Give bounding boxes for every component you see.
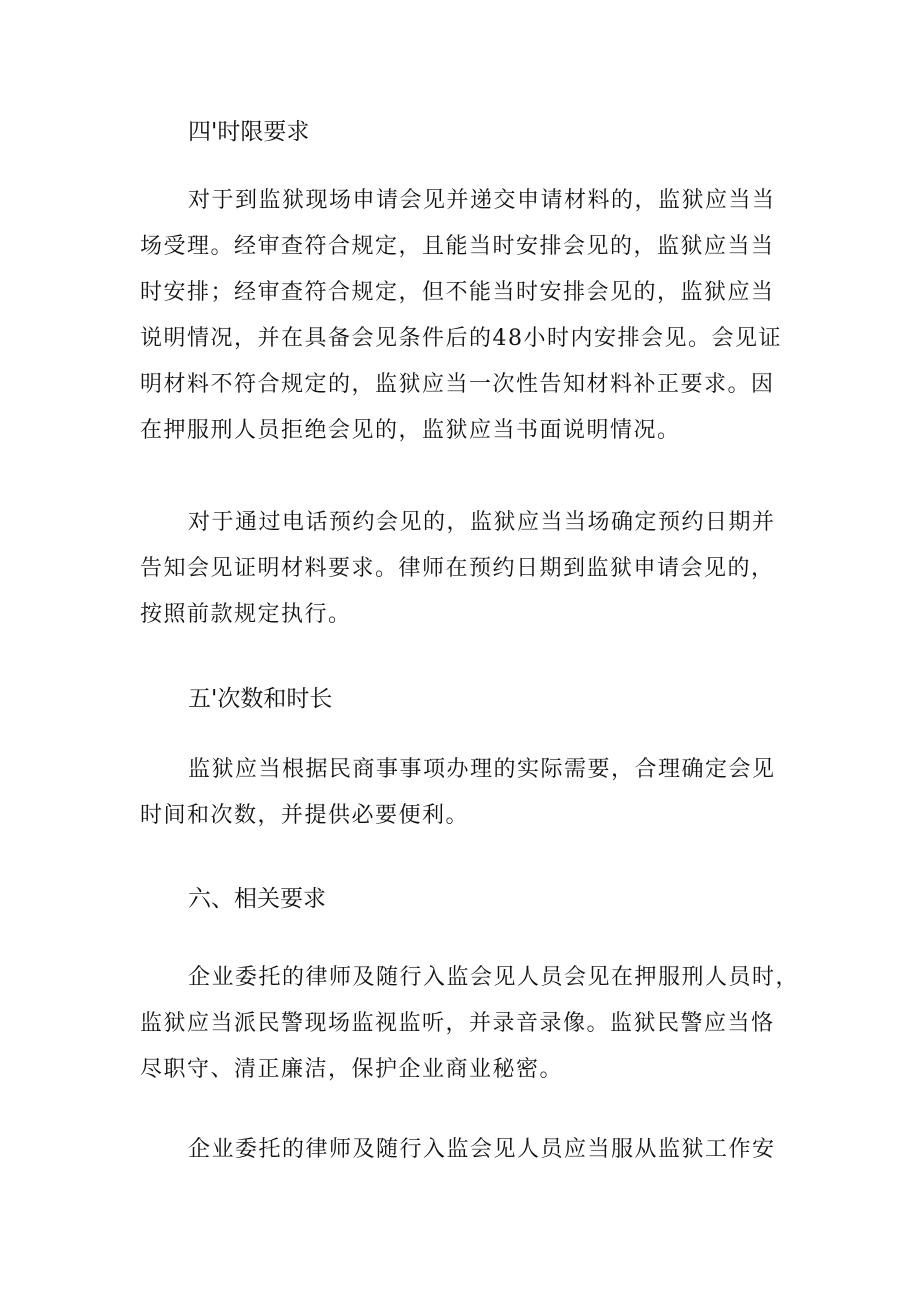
text-line: 时安排；经审查符合规定，但不能当时安排会见的，监狱应当	[140, 280, 775, 305]
paragraph-meeting-frequency	[140, 747, 780, 839]
text-line: 监狱应当派民警现场监视监听，并录音录像。监狱民警应当恪	[140, 1011, 775, 1036]
paragraph-onsite-application	[140, 178, 780, 454]
section-heading-time-limit: 四'时限要求	[188, 119, 310, 145]
section-heading-related-requirements: 六、相关要求	[188, 886, 326, 912]
text-line: 告知会见证明材料要求。律师在预约日期到监狱申请会见的，	[140, 556, 775, 581]
text-line: 在押服刑人员拒绝会见的，监狱应当书面说明情况。	[140, 418, 681, 443]
text-line: 对于通过电话预约会见的，监狱应当当场确定预约日期并	[188, 510, 776, 535]
text-line: 监狱应当根据民商事事项办理的实际需要，合理确定会见	[188, 757, 776, 782]
text-line: 说明情况，并在具备会见条件后的48小时内安排会见。会见证	[140, 326, 782, 351]
text-line: 企业委托的律师及随行入监会见人员应当服从监狱工作安	[188, 1137, 776, 1162]
text-line: 企业委托的律师及随行入监会见人员会见在押服刑人员时，	[188, 965, 800, 990]
text-line: 时间和次数，并提供必要便利。	[140, 803, 470, 828]
paragraph-phone-booking	[140, 500, 780, 638]
paragraph-supervision	[140, 955, 800, 1093]
text-line: 按照前款规定执行。	[140, 602, 352, 627]
text-line: 场受理。经审查符合规定，且能当时安排会见的，监狱应当当	[140, 234, 775, 259]
text-line: 明材料不符合规定的，监狱应当一次性告知材料补正要求。因	[140, 372, 775, 397]
section-heading-frequency-duration: 五'次数和时长	[188, 686, 333, 712]
text-line: 对于到监狱现场申请会见并递交申请材料的，监狱应当当	[188, 188, 776, 213]
text-line: 尽职守、清正廉洁，保护企业商业秘密。	[140, 1057, 564, 1082]
paragraph-obey-arrangements	[140, 1127, 780, 1173]
